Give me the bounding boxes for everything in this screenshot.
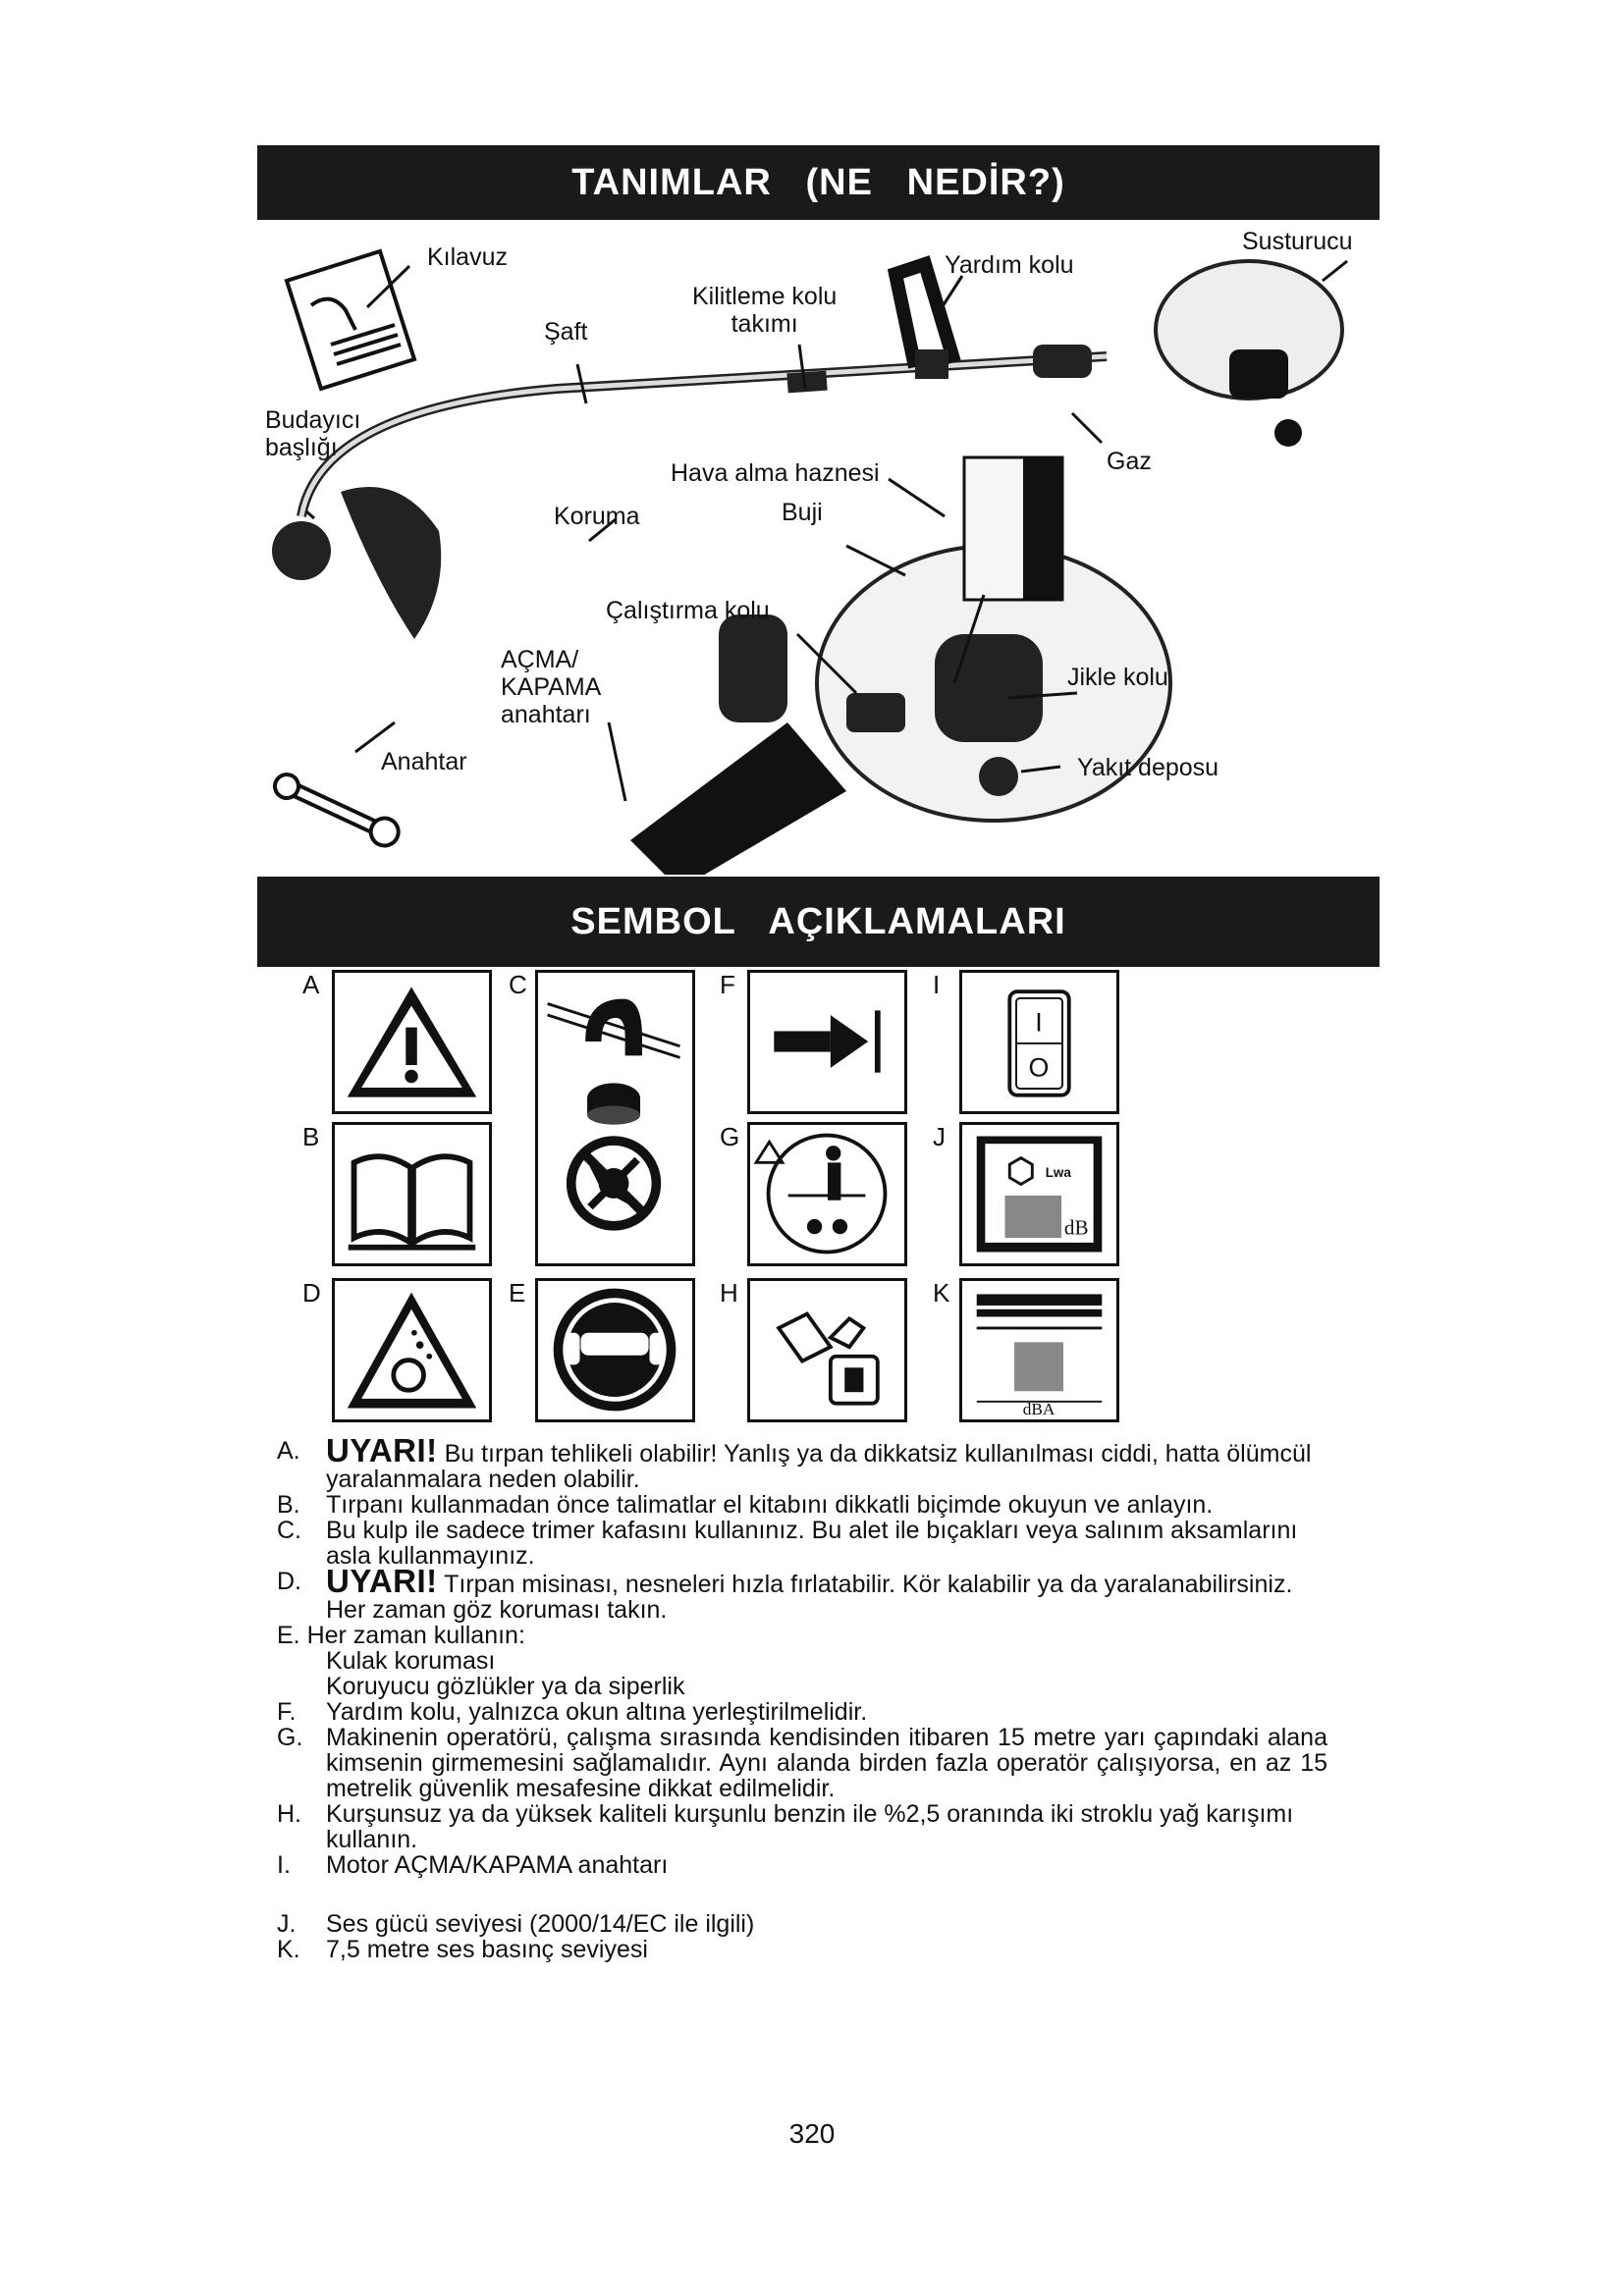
- desc-text-d: Tırpan misinası, nesneleri hızla fırlatabilir. Kör kalabilir ya da yaralanabilirsiniz. Her zaman göz koruması takın.: [326, 1571, 1293, 1624]
- desc-item-j: [277, 1911, 1327, 1937]
- symbol-letter-i: I: [933, 970, 941, 999]
- desc-text-h: Kurşunsuz ya da yüksek kaliteli kurşunlu benzin ile %2,5 oranında iki stroklu yağ karışımı kullanın.: [326, 1800, 1294, 1853]
- trimmer-diagram: [257, 222, 1380, 875]
- wrench-icon: [270, 769, 403, 850]
- symbol-letter-f: F: [720, 970, 735, 999]
- desc-item-a: [277, 1432, 1327, 1493]
- label-budayici-basligi: Budayıcı başlığı: [265, 406, 361, 461]
- desc-item-c: [277, 1518, 1327, 1569]
- on-off-switch-icon: [959, 970, 1119, 1114]
- symbol-letter-k: K: [933, 1278, 950, 1308]
- desc-text-j: Ses gücü seviyesi (2000/14/EC ile ilgili): [326, 1910, 755, 1938]
- desc-warning-a: UYARI!: [326, 1432, 438, 1468]
- desc-item-h: [277, 1801, 1327, 1852]
- symbol-letter-h: H: [720, 1278, 738, 1308]
- desc-key-h: H.: [277, 1800, 301, 1828]
- lwa-label: Lwa: [1045, 1164, 1071, 1180]
- symbol-letter-g: G: [720, 1122, 740, 1151]
- desc-item-g: [277, 1725, 1327, 1801]
- desc-item-d: [277, 1563, 1327, 1624]
- desc-key-b: B.: [277, 1491, 300, 1519]
- symbol-letter-b: B: [302, 1122, 320, 1151]
- desc-text-f: Yardım kolu, yalnızca okun altına yerleştirilmelidir.: [326, 1698, 868, 1726]
- open-manual-icon: [332, 1122, 492, 1266]
- desc-key-f: F.: [277, 1698, 297, 1726]
- page-number: 320: [788, 2118, 836, 2149]
- 15m-distance-icon: [747, 1122, 907, 1266]
- desc-text-e: E. Her zaman kullanın:: [277, 1622, 525, 1649]
- switch-off-text: O: [1028, 1052, 1050, 1083]
- desc-item-i: [277, 1852, 1327, 1878]
- desc-key-c: C.: [277, 1517, 301, 1544]
- symbol-letter-d: D: [302, 1278, 321, 1308]
- label-hava-alma-haznesi: Hava alma haznesi: [671, 459, 880, 487]
- warning-triangle-icon: [332, 970, 492, 1114]
- sound-power-lwa-icon: [959, 1122, 1119, 1266]
- fuel-mix-icon: [747, 1278, 907, 1422]
- sound-pressure-dba-icon: [959, 1278, 1119, 1422]
- label-buji: Buji: [782, 499, 823, 526]
- dba-label: dBA: [1022, 1400, 1056, 1419]
- desc-item-k: [277, 1937, 1327, 1962]
- label-kilavuz: Kılavuz: [427, 243, 508, 271]
- symbol-letter-e: E: [509, 1278, 526, 1308]
- desc-text-k: 7,5 metre ses basınç seviyesi: [326, 1936, 648, 1963]
- desc-warning-d: UYARI!: [326, 1563, 438, 1599]
- label-yardim-kolu: Yardım kolu: [945, 251, 1074, 279]
- desc-item-f: [277, 1699, 1327, 1725]
- arrow-to-handle-icon: [747, 970, 907, 1114]
- label-jikle-kolu: Jikle kolu: [1067, 664, 1168, 691]
- label-saft: Şaft: [544, 318, 588, 346]
- desc-item-e: [277, 1623, 1327, 1648]
- label-anahtar: Anahtar: [381, 748, 467, 775]
- desc-text-b: Tırpanı kullanmadan önce talimatlar el kitabını dikkatli biçimde okuyun ve anlayın.: [326, 1491, 1214, 1519]
- definitions-header: TANIMLAR (NE NEDİR?): [257, 145, 1380, 220]
- handle-trimmer-no-blade-icon: [535, 970, 695, 1266]
- desc-item-b: [277, 1492, 1327, 1518]
- desc-sub-e1: Kulak koruması: [326, 1647, 496, 1675]
- desc-sub-e2: Koruyucu gözlükler ya da siperlik: [326, 1673, 685, 1700]
- desc-text-a: Bu tırpan tehlikeli olabilir! Yanlış ya da dikkatsiz kullanılması ciddi, hatta ölümcül yaralanmalara neden olabilir.: [326, 1440, 1312, 1493]
- desc-text-i: Motor AÇMA/KAPAMA anahtarı: [326, 1851, 669, 1879]
- label-gaz: Gaz: [1107, 448, 1152, 475]
- desc-key-k: K.: [277, 1936, 300, 1963]
- desc-text-g: Makinenin operatörü, çalışma sırasında kendisinden itibaren 15 metre yarı çapındaki alana kimsenin girmemesini sağlamalıdır. Aynı alanda birden fazla operatör çalışıyorsa, en az 15 metrelik güvenlik mesafesine dikkat edilmelidir.: [326, 1724, 1327, 1802]
- desc-key-d: D.: [277, 1568, 301, 1595]
- manual-icon: [287, 251, 414, 389]
- symbol-letter-j: J: [933, 1122, 946, 1151]
- desc-key-i: I.: [277, 1851, 291, 1879]
- symbol-letter-c: C: [509, 970, 527, 999]
- desc-text-c: Bu kulp ile sadece trimer kafasını kullanınız. Bu alet ile bıçakları veya salınım aksamlarını asla kullanmayınız.: [326, 1517, 1298, 1570]
- label-calistirma-kolu: Çalıştırma kolu: [606, 597, 770, 624]
- symbol-letter-a: A: [302, 970, 320, 999]
- symbols-header: SEMBOL AÇIKLAMALARI: [257, 877, 1380, 967]
- desc-key-g: G.: [277, 1724, 303, 1751]
- lwa-unit: dB: [1063, 1215, 1089, 1240]
- label-acma-kapama-anahtari: AÇMA/ KAPAMA anahtarı: [501, 646, 602, 728]
- label-yakit-deposu: Yakıt deposu: [1077, 754, 1219, 781]
- desc-key-j: J.: [277, 1910, 297, 1938]
- eye-ear-protection-icon: [535, 1278, 695, 1422]
- label-koruma: Koruma: [554, 503, 640, 530]
- flying-objects-warning-icon: [332, 1278, 492, 1422]
- label-susturucu: Susturucu: [1242, 228, 1353, 255]
- desc-key-a: A.: [277, 1437, 300, 1465]
- symbol-descriptions: [277, 1432, 1327, 1963]
- switch-on-text: I: [1035, 1007, 1043, 1038]
- label-kilitleme-kolu: Kilitleme kolu takımı: [692, 283, 838, 338]
